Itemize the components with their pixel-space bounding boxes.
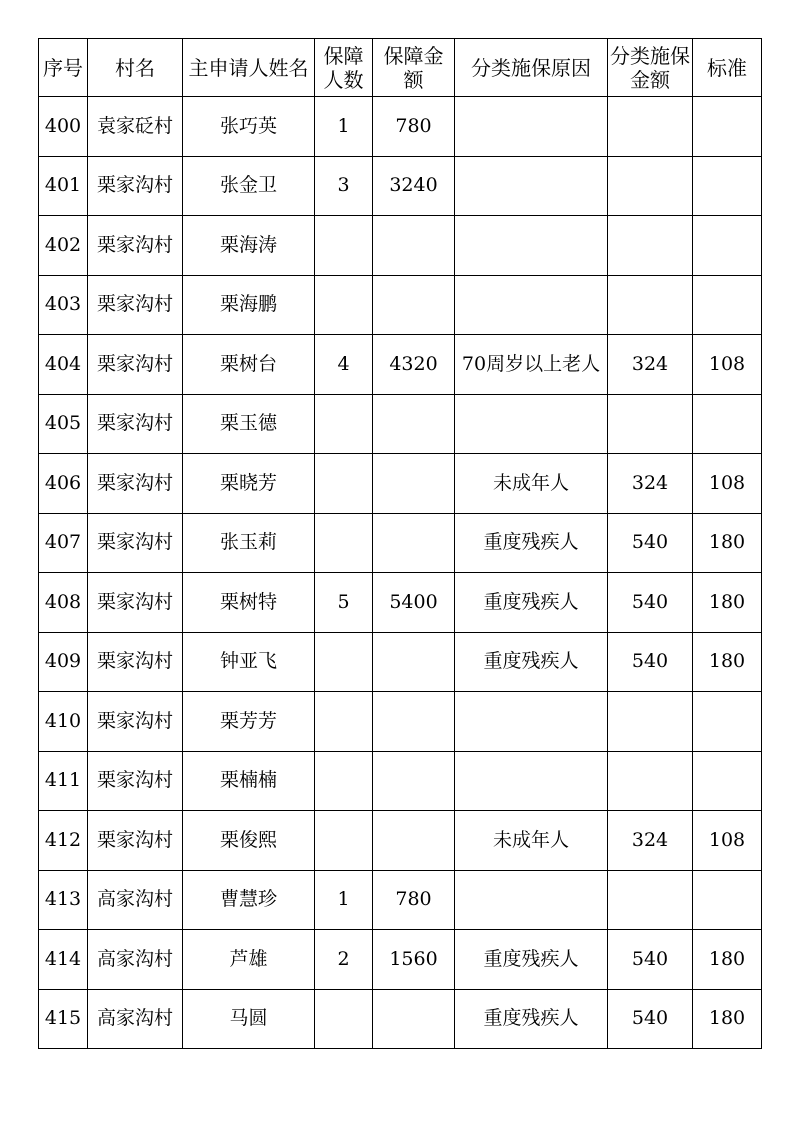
cell-reason: 重度残疾人: [455, 989, 608, 1049]
cell-standard: [693, 156, 762, 216]
cell-class-amount: 540: [608, 632, 693, 692]
cell-class-amount: [608, 275, 693, 335]
cell-class-amount: 324: [608, 454, 693, 514]
cell-amount: 780: [373, 97, 455, 157]
cell-standard: [693, 870, 762, 930]
cell-no: 414: [39, 930, 88, 990]
cell-amount: 3240: [373, 156, 455, 216]
cell-count: [315, 454, 373, 514]
cell-no: 402: [39, 216, 88, 276]
cell-standard: [693, 751, 762, 811]
cell-applicant-name: 钟亚飞: [183, 632, 315, 692]
cell-applicant-name: 曹慧珍: [183, 870, 315, 930]
cell-class-amount: [608, 97, 693, 157]
cell-no: 409: [39, 632, 88, 692]
cell-applicant-name: 栗树特: [183, 573, 315, 633]
cell-class-amount: 540: [608, 573, 693, 633]
cell-count: [315, 692, 373, 752]
cell-standard: [693, 275, 762, 335]
cell-count: 2: [315, 930, 373, 990]
cell-class-amount: [608, 751, 693, 811]
cell-amount: [373, 216, 455, 276]
cell-count: [315, 216, 373, 276]
cell-reason: [455, 156, 608, 216]
cell-count: 1: [315, 97, 373, 157]
cell-amount: [373, 275, 455, 335]
cell-amount: 1560: [373, 930, 455, 990]
cell-class-amount: 324: [608, 811, 693, 871]
table-row: [39, 632, 762, 692]
cell-standard: 108: [693, 335, 762, 395]
table-row: [39, 751, 762, 811]
cell-amount: [373, 989, 455, 1049]
cell-reason: [455, 216, 608, 276]
cell-reason: 重度残疾人: [455, 513, 608, 573]
cell-standard: [693, 216, 762, 276]
cell-count: [315, 275, 373, 335]
table-row: [39, 930, 762, 990]
table-row: [39, 156, 762, 216]
cell-village: 高家沟村: [88, 930, 183, 990]
cell-no: 400: [39, 97, 88, 157]
cell-reason: [455, 870, 608, 930]
cell-village: 栗家沟村: [88, 692, 183, 752]
cell-reason: 未成年人: [455, 811, 608, 871]
cell-standard: [693, 692, 762, 752]
cell-standard: 108: [693, 811, 762, 871]
cell-reason: 重度残疾人: [455, 573, 608, 633]
cell-applicant-name: 栗芳芳: [183, 692, 315, 752]
cell-amount: [373, 454, 455, 514]
table-body: [39, 97, 762, 1049]
cell-no: 403: [39, 275, 88, 335]
cell-village: 袁家砭村: [88, 97, 183, 157]
cell-class-amount: [608, 216, 693, 276]
assistance-table: [38, 38, 762, 1049]
cell-amount: 780: [373, 870, 455, 930]
cell-no: 410: [39, 692, 88, 752]
cell-applicant-name: 栗晓芳: [183, 454, 315, 514]
cell-amount: [373, 751, 455, 811]
cell-village: 栗家沟村: [88, 573, 183, 633]
cell-village: 栗家沟村: [88, 275, 183, 335]
cell-standard: [693, 394, 762, 454]
header-applicant-name: 主申请人姓名: [183, 39, 315, 97]
cell-applicant-name: 张巧英: [183, 97, 315, 157]
cell-no: 408: [39, 573, 88, 633]
cell-amount: [373, 632, 455, 692]
table-row: [39, 811, 762, 871]
cell-count: [315, 811, 373, 871]
header-no: 序号: [39, 39, 88, 97]
cell-count: 4: [315, 335, 373, 395]
cell-standard: 180: [693, 632, 762, 692]
table-row: [39, 275, 762, 335]
cell-count: [315, 989, 373, 1049]
cell-village: 栗家沟村: [88, 513, 183, 573]
cell-village: 栗家沟村: [88, 632, 183, 692]
cell-applicant-name: 马圆: [183, 989, 315, 1049]
table-row: [39, 97, 762, 157]
cell-standard: 180: [693, 573, 762, 633]
table-row: [39, 989, 762, 1049]
cell-standard: 108: [693, 454, 762, 514]
cell-standard: 180: [693, 513, 762, 573]
header-class-amount: 分类施保金额: [608, 39, 693, 97]
cell-reason: [455, 751, 608, 811]
table-row: [39, 335, 762, 395]
table-row: [39, 573, 762, 633]
cell-count: [315, 513, 373, 573]
cell-village: 栗家沟村: [88, 454, 183, 514]
cell-reason: 重度残疾人: [455, 930, 608, 990]
header-reason: 分类施保原因: [455, 39, 608, 97]
cell-no: 407: [39, 513, 88, 573]
cell-village: 栗家沟村: [88, 751, 183, 811]
cell-amount: [373, 692, 455, 752]
cell-count: [315, 394, 373, 454]
cell-reason: [455, 394, 608, 454]
cell-village: 栗家沟村: [88, 156, 183, 216]
cell-village: 高家沟村: [88, 870, 183, 930]
cell-applicant-name: 张玉莉: [183, 513, 315, 573]
cell-applicant-name: 栗玉德: [183, 394, 315, 454]
table-row: [39, 394, 762, 454]
cell-reason: 重度残疾人: [455, 632, 608, 692]
header-village: 村名: [88, 39, 183, 97]
cell-reason: [455, 275, 608, 335]
cell-village: 栗家沟村: [88, 394, 183, 454]
cell-class-amount: [608, 394, 693, 454]
cell-amount: [373, 811, 455, 871]
cell-no: 404: [39, 335, 88, 395]
cell-count: 5: [315, 573, 373, 633]
cell-count: 1: [315, 870, 373, 930]
cell-village: 栗家沟村: [88, 335, 183, 395]
table-row: [39, 692, 762, 752]
cell-applicant-name: 张金卫: [183, 156, 315, 216]
cell-amount: 4320: [373, 335, 455, 395]
cell-count: [315, 632, 373, 692]
cell-village: 栗家沟村: [88, 811, 183, 871]
cell-applicant-name: 栗海鹏: [183, 275, 315, 335]
cell-amount: [373, 394, 455, 454]
table-row: [39, 216, 762, 276]
cell-no: 415: [39, 989, 88, 1049]
cell-class-amount: 540: [608, 930, 693, 990]
cell-no: 401: [39, 156, 88, 216]
cell-no: 411: [39, 751, 88, 811]
cell-village: 栗家沟村: [88, 216, 183, 276]
cell-class-amount: 540: [608, 989, 693, 1049]
cell-class-amount: 324: [608, 335, 693, 395]
header-amount: 保障金额: [373, 39, 455, 97]
table-row: [39, 870, 762, 930]
header-count: 保障人数: [315, 39, 373, 97]
cell-applicant-name: 栗海涛: [183, 216, 315, 276]
cell-village: 高家沟村: [88, 989, 183, 1049]
cell-standard: 180: [693, 989, 762, 1049]
header-standard: 标准: [693, 39, 762, 97]
table-row: [39, 513, 762, 573]
cell-no: 413: [39, 870, 88, 930]
cell-applicant-name: 栗俊熙: [183, 811, 315, 871]
cell-standard: 180: [693, 930, 762, 990]
cell-applicant-name: 栗树台: [183, 335, 315, 395]
cell-reason: [455, 97, 608, 157]
cell-class-amount: [608, 692, 693, 752]
cell-count: 3: [315, 156, 373, 216]
cell-amount: [373, 513, 455, 573]
header-row: [39, 39, 762, 97]
cell-amount: 5400: [373, 573, 455, 633]
cell-reason: 70周岁以上老人: [455, 335, 608, 395]
cell-no: 405: [39, 394, 88, 454]
cell-class-amount: [608, 870, 693, 930]
cell-class-amount: [608, 156, 693, 216]
cell-applicant-name: 栗楠楠: [183, 751, 315, 811]
cell-reason: 未成年人: [455, 454, 608, 514]
cell-applicant-name: 芦雄: [183, 930, 315, 990]
cell-no: 406: [39, 454, 88, 514]
cell-standard: [693, 97, 762, 157]
cell-no: 412: [39, 811, 88, 871]
cell-reason: [455, 692, 608, 752]
cell-count: [315, 751, 373, 811]
cell-class-amount: 540: [608, 513, 693, 573]
table-row: [39, 454, 762, 514]
